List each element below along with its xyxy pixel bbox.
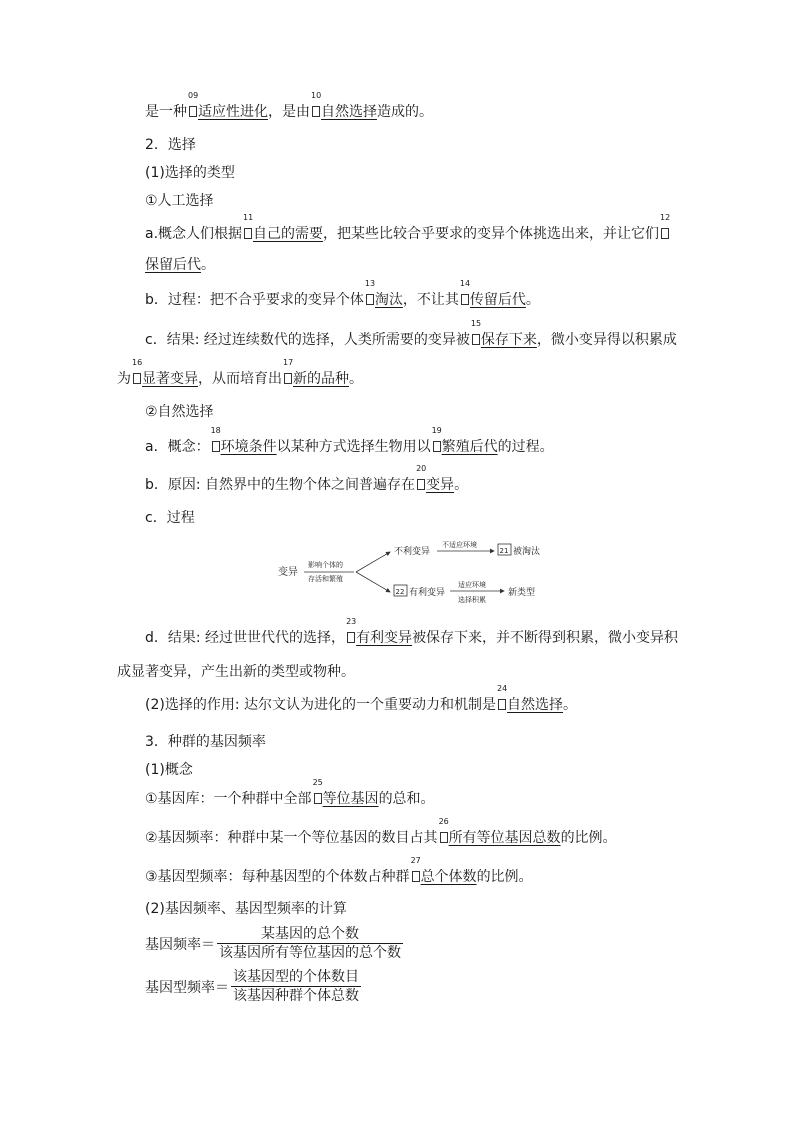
blank-marker xyxy=(410,856,421,887)
body-text: 。 xyxy=(525,292,540,308)
blank-number: 16 xyxy=(132,358,143,367)
blank-box-icon xyxy=(284,373,292,384)
formula-gene-frequency xyxy=(145,925,403,962)
body-text: 被保存下来，并不断得到积累，微小变异积 xyxy=(412,630,679,646)
blank-marker xyxy=(438,817,449,848)
answer-text: 总个体数 xyxy=(420,869,477,885)
blank-number: 11 xyxy=(243,213,254,222)
body-text: 2．选择 xyxy=(145,137,196,153)
blank-box-icon xyxy=(189,106,197,117)
text-line xyxy=(145,91,433,122)
formula-label: 基因频率＝ xyxy=(145,936,215,953)
blank-number: 17 xyxy=(283,358,294,367)
blank-number: 27 xyxy=(410,856,421,865)
blank-box-icon xyxy=(412,871,420,882)
formula-numerator: 某基因的总个数 xyxy=(261,926,359,942)
body-text: c．结果: 经过连续数代的选择，人类所需要的变异被 xyxy=(145,332,470,348)
body-text: (2)选择的作用: 达尔文认为进化的一个重要动力和机制是 xyxy=(145,697,496,713)
answer-text: 自己的需要 xyxy=(253,226,324,242)
diagram-lower-arrow-top: 适应环境 xyxy=(458,581,486,589)
blank-marker xyxy=(345,617,357,648)
blank-marker xyxy=(459,279,471,310)
blank-number: 18 xyxy=(210,426,221,435)
body-text: ，从而培育出 xyxy=(198,371,282,387)
formula-numerator: 该基因型的个体数目 xyxy=(233,969,359,985)
body-text: ，把某些比较合乎要求的变异个体挑选出来，并让它们 xyxy=(323,226,660,242)
blank-box-icon xyxy=(133,373,141,384)
body-text: (1)选择的类型 xyxy=(145,165,235,181)
blank-number: 14 xyxy=(459,279,471,288)
text-line xyxy=(145,732,266,752)
text-line xyxy=(145,135,196,155)
body-text: ②自然选择 xyxy=(145,404,214,420)
answer-text: 有利变异 xyxy=(356,630,413,646)
body-text: 的比例。 xyxy=(560,830,617,846)
blank-box-icon xyxy=(433,441,441,452)
diagram-source: 变异 xyxy=(278,567,298,578)
blank-box-icon xyxy=(312,106,320,117)
answer-text: 适应性进化 xyxy=(198,104,268,120)
body-text: 的比例。 xyxy=(476,869,533,885)
body-text: (2)基因频率、基因型频率的计算 xyxy=(145,901,347,917)
blank-marker xyxy=(364,279,376,310)
text-line xyxy=(145,760,193,780)
text-line xyxy=(145,213,671,244)
body-text: a.概念人们根据 xyxy=(145,226,243,242)
body-text: b．原因: 自然界中的生物个体之间普遍存在 xyxy=(145,477,416,493)
body-text: ，是由 xyxy=(268,104,310,120)
diagram-lower-arrow-bottom: 选择积累 xyxy=(458,596,486,604)
answer-text: 淘汰 xyxy=(374,292,403,308)
body-text: 以某种方式选择生物用以 xyxy=(276,439,431,455)
body-text: 3．种群的基因频率 xyxy=(145,734,266,750)
blank-box-icon xyxy=(417,479,425,490)
answer-text: 所有等位基因总数 xyxy=(448,830,561,846)
body-text: ②基因频率：种群中某一个等位基因的数目占其 xyxy=(145,830,438,846)
formula-denominator: 该基因所有等位基因的总个数 xyxy=(219,945,401,961)
text-line xyxy=(145,319,677,350)
blank-marker xyxy=(312,778,323,809)
blank-marker xyxy=(242,213,254,244)
blank-marker xyxy=(470,319,482,350)
text-line xyxy=(145,464,469,495)
text-line xyxy=(145,402,214,422)
body-text: d．结果: 经过世世代代的选择， xyxy=(145,630,346,646)
diagram-upper-arrow: 不适应环境 xyxy=(442,541,477,549)
body-text: (1)概念 xyxy=(145,762,193,778)
blank-marker xyxy=(310,91,322,122)
blank-marker xyxy=(415,464,427,495)
body-text: 造成的。 xyxy=(377,104,433,120)
blank-marker xyxy=(659,213,671,244)
text-line xyxy=(117,662,355,682)
text-line xyxy=(145,426,554,457)
formula-denominator: 该基因种群个体总数 xyxy=(233,988,359,1004)
blank-number: 25 xyxy=(312,778,323,787)
answer-text: 保存下来 xyxy=(480,332,537,348)
blank-box-icon xyxy=(472,334,480,345)
body-text: ，不让其 xyxy=(402,292,459,308)
blank-box-icon xyxy=(366,294,374,305)
answer-text: 等位基因 xyxy=(322,791,379,807)
answer-text: 环境条件 xyxy=(220,439,277,455)
diagram-lower-result: 新类型 xyxy=(508,588,536,598)
answer-text: 变异 xyxy=(426,477,455,493)
text-line xyxy=(145,617,679,648)
blank-marker xyxy=(496,684,508,715)
blank-number: 15 xyxy=(470,319,482,328)
answer-text: 自然选择 xyxy=(321,104,377,120)
blank-number: 26 xyxy=(438,817,449,826)
body-text: ①人工选择 xyxy=(145,193,214,209)
body-text: 。 xyxy=(349,371,363,387)
text-line xyxy=(145,255,215,275)
body-text: 的总和。 xyxy=(378,791,435,807)
blank-box-icon xyxy=(244,228,252,239)
body-text: 是一种 xyxy=(145,104,187,120)
body-text: 成显著变异，产生出新的类型或物种。 xyxy=(117,664,355,680)
blank-number: 19 xyxy=(431,426,442,435)
blank-number: 09 xyxy=(188,91,199,100)
blank-marker xyxy=(131,358,143,389)
blank-box-icon xyxy=(314,793,322,804)
blank-box-icon xyxy=(661,228,669,239)
formula-genotype-frequency xyxy=(145,968,361,1005)
blank-box-icon xyxy=(212,441,220,452)
text-line xyxy=(145,279,540,310)
natural-selection-diagram xyxy=(272,536,552,608)
diagram-lower-num: 22 xyxy=(395,588,405,596)
diagram-arrow-bottom: 存活和繁殖 xyxy=(308,575,343,583)
text-line xyxy=(145,817,617,848)
text-line xyxy=(145,684,577,715)
blank-number: 24 xyxy=(497,684,508,693)
formula-label: 基因型频率＝ xyxy=(145,979,229,996)
text-line xyxy=(145,856,533,887)
body-text: ③基因型频率：每种基因型的个体数占种群 xyxy=(145,869,410,885)
blank-marker xyxy=(431,426,442,457)
answer-text: 显著变异 xyxy=(142,371,198,387)
blank-number: 23 xyxy=(346,617,357,626)
text-line xyxy=(145,899,347,919)
body-text: 为 xyxy=(117,371,131,387)
answer-text: 繁殖后代 xyxy=(441,439,498,455)
blank-marker xyxy=(210,426,221,457)
blank-number: 20 xyxy=(416,464,427,473)
text-line xyxy=(145,778,435,809)
answer-text: 自然选择 xyxy=(507,697,563,713)
text-line xyxy=(117,358,363,389)
answer-text: 保留后代 xyxy=(145,257,201,273)
body-text: ，微小变异得以积累成 xyxy=(536,332,677,348)
body-text: 。 xyxy=(454,477,469,493)
body-text: a．概念： xyxy=(145,439,210,455)
body-text: c．过程 xyxy=(145,510,195,526)
blank-box-icon xyxy=(440,832,448,843)
diagram-lower-label: 有利变异 xyxy=(409,588,446,598)
body-text: 的过程。 xyxy=(497,439,554,455)
diagram-upper-label: 不利变异 xyxy=(394,547,431,557)
text-line xyxy=(145,508,195,528)
body-text: 。 xyxy=(563,697,577,713)
answer-text: 传留后代 xyxy=(469,292,526,308)
blank-number: 10 xyxy=(311,91,322,100)
blank-box-icon xyxy=(498,699,506,710)
diagram-arrow-top: 影响个体的 xyxy=(308,561,343,569)
answer-text: 新的品种 xyxy=(293,371,349,387)
diagram-upper-num: 21 xyxy=(499,547,509,555)
text-line xyxy=(145,163,235,183)
blank-number: 13 xyxy=(364,279,376,288)
body-text: 。 xyxy=(201,257,215,273)
text-line xyxy=(145,191,214,211)
blank-marker xyxy=(282,358,294,389)
blank-marker xyxy=(187,91,199,122)
body-text: b．过程：把不合乎要求的变异个体 xyxy=(145,292,364,308)
blank-box-icon xyxy=(347,632,355,643)
body-text: ①基因库：一个种群中全部 xyxy=(145,791,312,807)
diagram-upper-result: 被淘汰 xyxy=(513,547,541,557)
blank-number: 12 xyxy=(660,213,671,222)
blank-box-icon xyxy=(461,294,469,305)
